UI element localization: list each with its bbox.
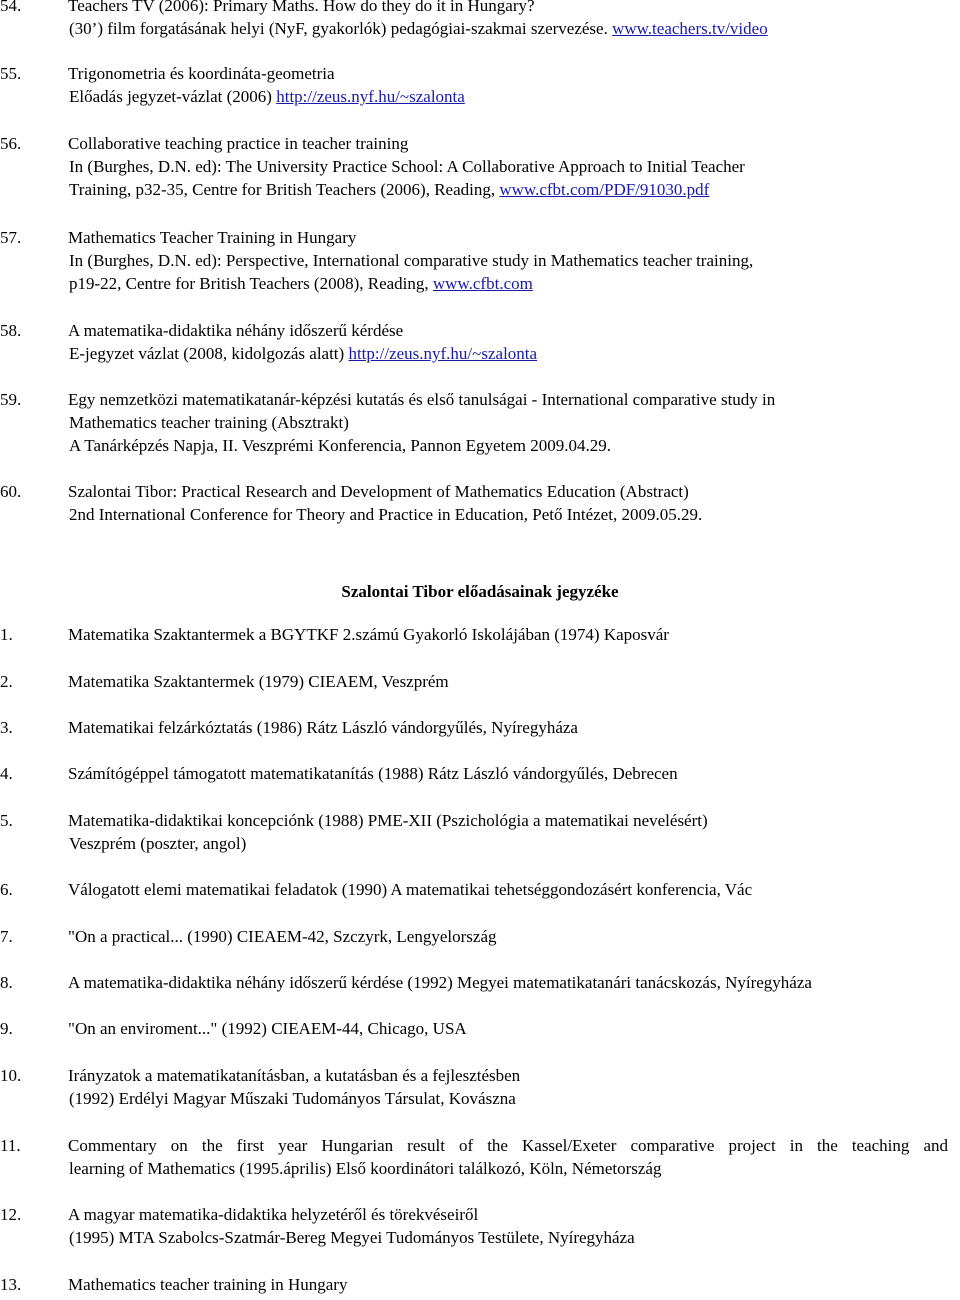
item-text [68,0,948,40]
item-number: 7. [0,927,13,946]
item-text [68,1273,948,1296]
line-text: Előadás jegyzet-vázlat (2006) [69,87,277,106]
item-line [68,762,948,785]
lectures-heading: Szalontai Tibor előadásainak jegyzéke [341,582,619,601]
item-line [68,670,948,693]
item-number: 4. [0,764,13,783]
line-text: 2nd International Conference for Theory and Practice in Education, Pető Intézet, 2009.05.29. [69,505,703,524]
url-link[interactable]: www.cfbt.com [432,274,533,293]
item-line [68,1203,948,1226]
item-number: 56. [0,134,22,153]
line-text: Training, p32-35, Centre for British Teachers (2006), Reading, [69,180,500,199]
item-number: 5. [0,811,13,830]
line-text: Collaborative teaching practice in teacher training [68,134,409,153]
item-line [68,17,948,40]
item-number: 54. [0,0,22,15]
item-line [68,1157,948,1180]
item-line [68,716,948,739]
item-text [68,971,948,994]
item-line [68,178,948,201]
item-line [68,1226,948,1249]
item-number: 6. [0,880,13,899]
item-line [68,62,948,85]
line-text: (30’) film forgatásának helyi (NyF, gyakorlók) pedagógiai-szakmai szervezése. [69,19,613,38]
item-line [68,809,948,832]
line-text: "On a practical... (1990) CIEAEM-42, Szczyrk, Lengyelország [68,927,497,946]
item-line [68,319,948,342]
line-text: Trigonometria és koordináta-geometria [68,64,335,83]
line-text: Számítógéppel támogatott matematikatanítás (1988) Rátz László vándorgyűlés, Debrecen [68,764,678,783]
item-text [68,762,948,785]
item-number: 10. [0,1066,22,1085]
item-line [68,272,948,295]
item-number: 60. [0,482,22,501]
line-text: Válogatott elemi matematikai feladatok (1990) A matematikai tehetséggondozásért konferencia, Vác [68,880,753,899]
item-text [68,1064,948,1110]
item-number: 11. [0,1136,21,1155]
url-link[interactable]: http://zeus.nyf.hu/~szalonta [276,87,465,106]
item-line [68,85,948,108]
item-text [68,1203,948,1249]
item-text [68,388,948,457]
item-text [68,480,948,526]
line-text: A matematika-didaktika néhány időszerű kérdése [68,321,404,340]
item-line [68,249,948,272]
item-line [68,1087,948,1110]
line-text: Matematikai felzárkóztatás (1986) Rátz László vándorgyűlés, Nyíregyháza [68,718,578,737]
line-text: Matematika Szaktantermek a BGYTKF 2.számú Gyakorló Iskolájában (1974) Kaposvár [68,625,669,644]
item-line [68,1273,948,1296]
item-number: 58. [0,321,22,340]
item-number: 13. [0,1275,22,1294]
item-number: 12. [0,1205,22,1224]
line-text: (1992) Erdélyi Magyar Műszaki Tudományos Társulat, Kovászna [69,1089,516,1108]
item-text [68,716,948,739]
item-text [68,226,948,295]
item-number: 3. [0,718,13,737]
url-link[interactable]: www.teachers.tv/video [612,19,768,38]
url-link[interactable]: http://zeus.nyf.hu/~szalonta [348,344,538,363]
item-text [68,62,948,108]
item-line [68,925,948,948]
line-text: Egy nemzetközi matematikatanár-képzési kutatás és első tanulságai - International comparative study in [68,390,776,409]
line-text: A magyar matematika-didaktika helyzetéről és törekvéseiről [68,1205,479,1224]
item-number: 55. [0,64,22,83]
item-line [68,411,948,434]
line-text: p19-22, Centre for British Teachers (2008), Reading, [69,274,433,293]
item-text [68,809,948,855]
line-text: A Tanárképzés Napja, II. Veszprémi Konferencia, Pannon Egyetem 2009.04.29. [69,436,612,455]
item-line [68,0,948,17]
item-line [68,480,948,503]
item-number: 9. [0,1019,13,1038]
item-line [68,1064,948,1087]
item-text [68,1134,948,1180]
line-text: Irányzatok a matematikatanításban, a kutatásban és a fejlesztésben [68,1066,521,1085]
item-line [68,503,948,526]
item-text [68,623,948,646]
item-line [68,434,948,457]
item-line [68,623,948,646]
item-number: 2. [0,672,13,691]
item-line [68,226,948,249]
line-text: Mathematics teacher training (Absztrakt) [69,413,349,432]
item-line [68,1134,948,1157]
line-text: A matematika-didaktika néhány időszerű kérdése (1992) Megyei matematikatanári tanácskozás, Nyíregyháza [68,973,812,992]
line-text: In (Burghes, D.N. ed): The University Practice School: A Collaborative Approach to Initial Teacher [69,157,745,176]
item-text [68,925,948,948]
line-text: In (Burghes, D.N. ed): Perspective, International comparative study in Mathematics teacher training, [69,251,754,270]
item-number: 59. [0,390,22,409]
item-number: 57. [0,228,22,247]
item-line [68,832,948,855]
line-text: Mathematics teacher training in Hungary [68,1275,348,1294]
item-number: 8. [0,973,13,992]
item-text [68,132,948,201]
line-text: Veszprém (poszter, angol) [69,834,247,853]
item-line [68,388,948,411]
item-line [68,971,948,994]
line-text: E-jegyzet vázlat (2008, kidolgozás alatt) [69,344,349,363]
line-text: Szalontai Tibor: Practical Research and Development of Mathematics Education (Abstract) [68,482,689,501]
item-line [68,878,948,901]
item-text [68,670,948,693]
line-text: learning of Mathematics (1995.április) Első koordinátori találkozó, Köln, Németország [69,1159,662,1178]
item-text [68,1017,948,1040]
line-text: Matematika Szaktantermek (1979) CIEAEM, Veszprém [68,672,449,691]
line-text: Commentary on the first year Hungarian result of the Kassel/Exeter comparative project in the teaching and [68,1136,948,1155]
item-text [68,319,948,365]
item-number: 1. [0,625,13,644]
url-link[interactable]: www.cfbt.com/PDF/91030.pdf [499,180,710,199]
line-text: Matematika-didaktikai koncepciónk (1988) PME-XII (Pszichológia a matematikai nevelésért) [68,811,708,830]
line-text: Mathematics Teacher Training in Hungary [68,228,357,247]
item-line [68,132,948,155]
line-text: (1995) MTA Szabolcs-Szatmár-Bereg Megyei Tudományos Testülete, Nyíregyháza [69,1228,635,1247]
item-text [68,878,948,901]
item-line [68,155,948,178]
line-text: "On an enviroment..." (1992) CIEAEM-44, Chicago, USA [68,1019,467,1038]
item-line [68,1017,948,1040]
line-text: Teachers TV (2006): Primary Maths. How do they do it in Hungary? [68,0,535,15]
item-line [68,342,948,365]
